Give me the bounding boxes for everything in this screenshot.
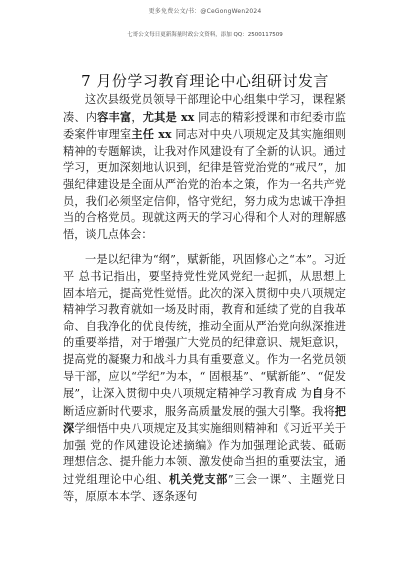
text-segment: 这次县级党员领导干部理论中心组集中学习，课程紧凑、内 (63, 93, 346, 124)
text-segment: ， (131, 110, 143, 124)
bold-text-segment: 主任 xx (131, 127, 172, 142)
bold-text-segment: 机关党支部 (169, 472, 228, 487)
text-segment: ”三会一课”、主题党日等，原原本本学、逐条逐句 (63, 473, 346, 503)
watermark-text: 更多免费公文/书：@CeGongWen2024 (148, 8, 262, 15)
bold-text-segment: 容丰富 (97, 109, 132, 124)
bold-text-segment: 把深 (63, 403, 346, 436)
document-body (63, 92, 346, 505)
text-segment: 同志的精彩授课和市纪委市监委案件审理室 (63, 110, 346, 142)
body-paragraph (63, 92, 346, 243)
bold-text-segment: 自 (312, 386, 324, 401)
body-paragraph (63, 252, 346, 505)
page-title: 7 月份学习教育理论中心组研讨发言 (81, 72, 329, 90)
text-segment: 身不断适应新时代要求，服务高质量发展的强大引擎。我将 (63, 387, 346, 418)
header-note: 七哥公文每日更新海量时政公文资料，添加 QQ：2500117509 (127, 32, 283, 38)
text-segment: 一是以纪律为“纲”，赋新能，巩固修心之“本”。习近平 总书记指出，要坚持党性党风党纪一起抓，从思想上固本培元，提高党性觉悟。此次的深入贯彻中央八项规定精神学习教育就如一场及时雨，教育和延续了党的自我革命、自我净化的优良传统，推动全面从严治党向纵深推进的重要举措，对于增强广大党员的纪律意识、规矩意识，提高党的凝聚力和战斗力具有重要意义。作为一名党员领导干部，应以“学纪”为本，“ 固根基”、“赋新能”、“促发展”，让深入贯彻中央八项规定精神学习教育成 为 (63, 253, 346, 401)
text-segment: 学细悟中央八项规定及其实施细则精神和《习近平关于加强 党的作风建设论述摘编》作为加强理论武装、砥砺理想信念、提升能力本领、激发使命当担的重要法宝，通过党组理论中心组、 (63, 422, 346, 487)
text-segment: 同志对中央八项规定及其实施细则精神的专题解读，让我对作风建设有了全新的认识。通过学习，更加深刻地认识到，纪律是管党治党的“戒尺”，加强纪律建设是全面从严治党的治本之策，作为一名共产党员，我们必须坚定信仰，恪守党纪，努力成为忠诚干净担当的合格党员。现就这两天的学习心得和个人对的理解感悟，谈几点体会： (63, 128, 346, 241)
bold-text-segment: 尤其是 xx (142, 109, 195, 124)
